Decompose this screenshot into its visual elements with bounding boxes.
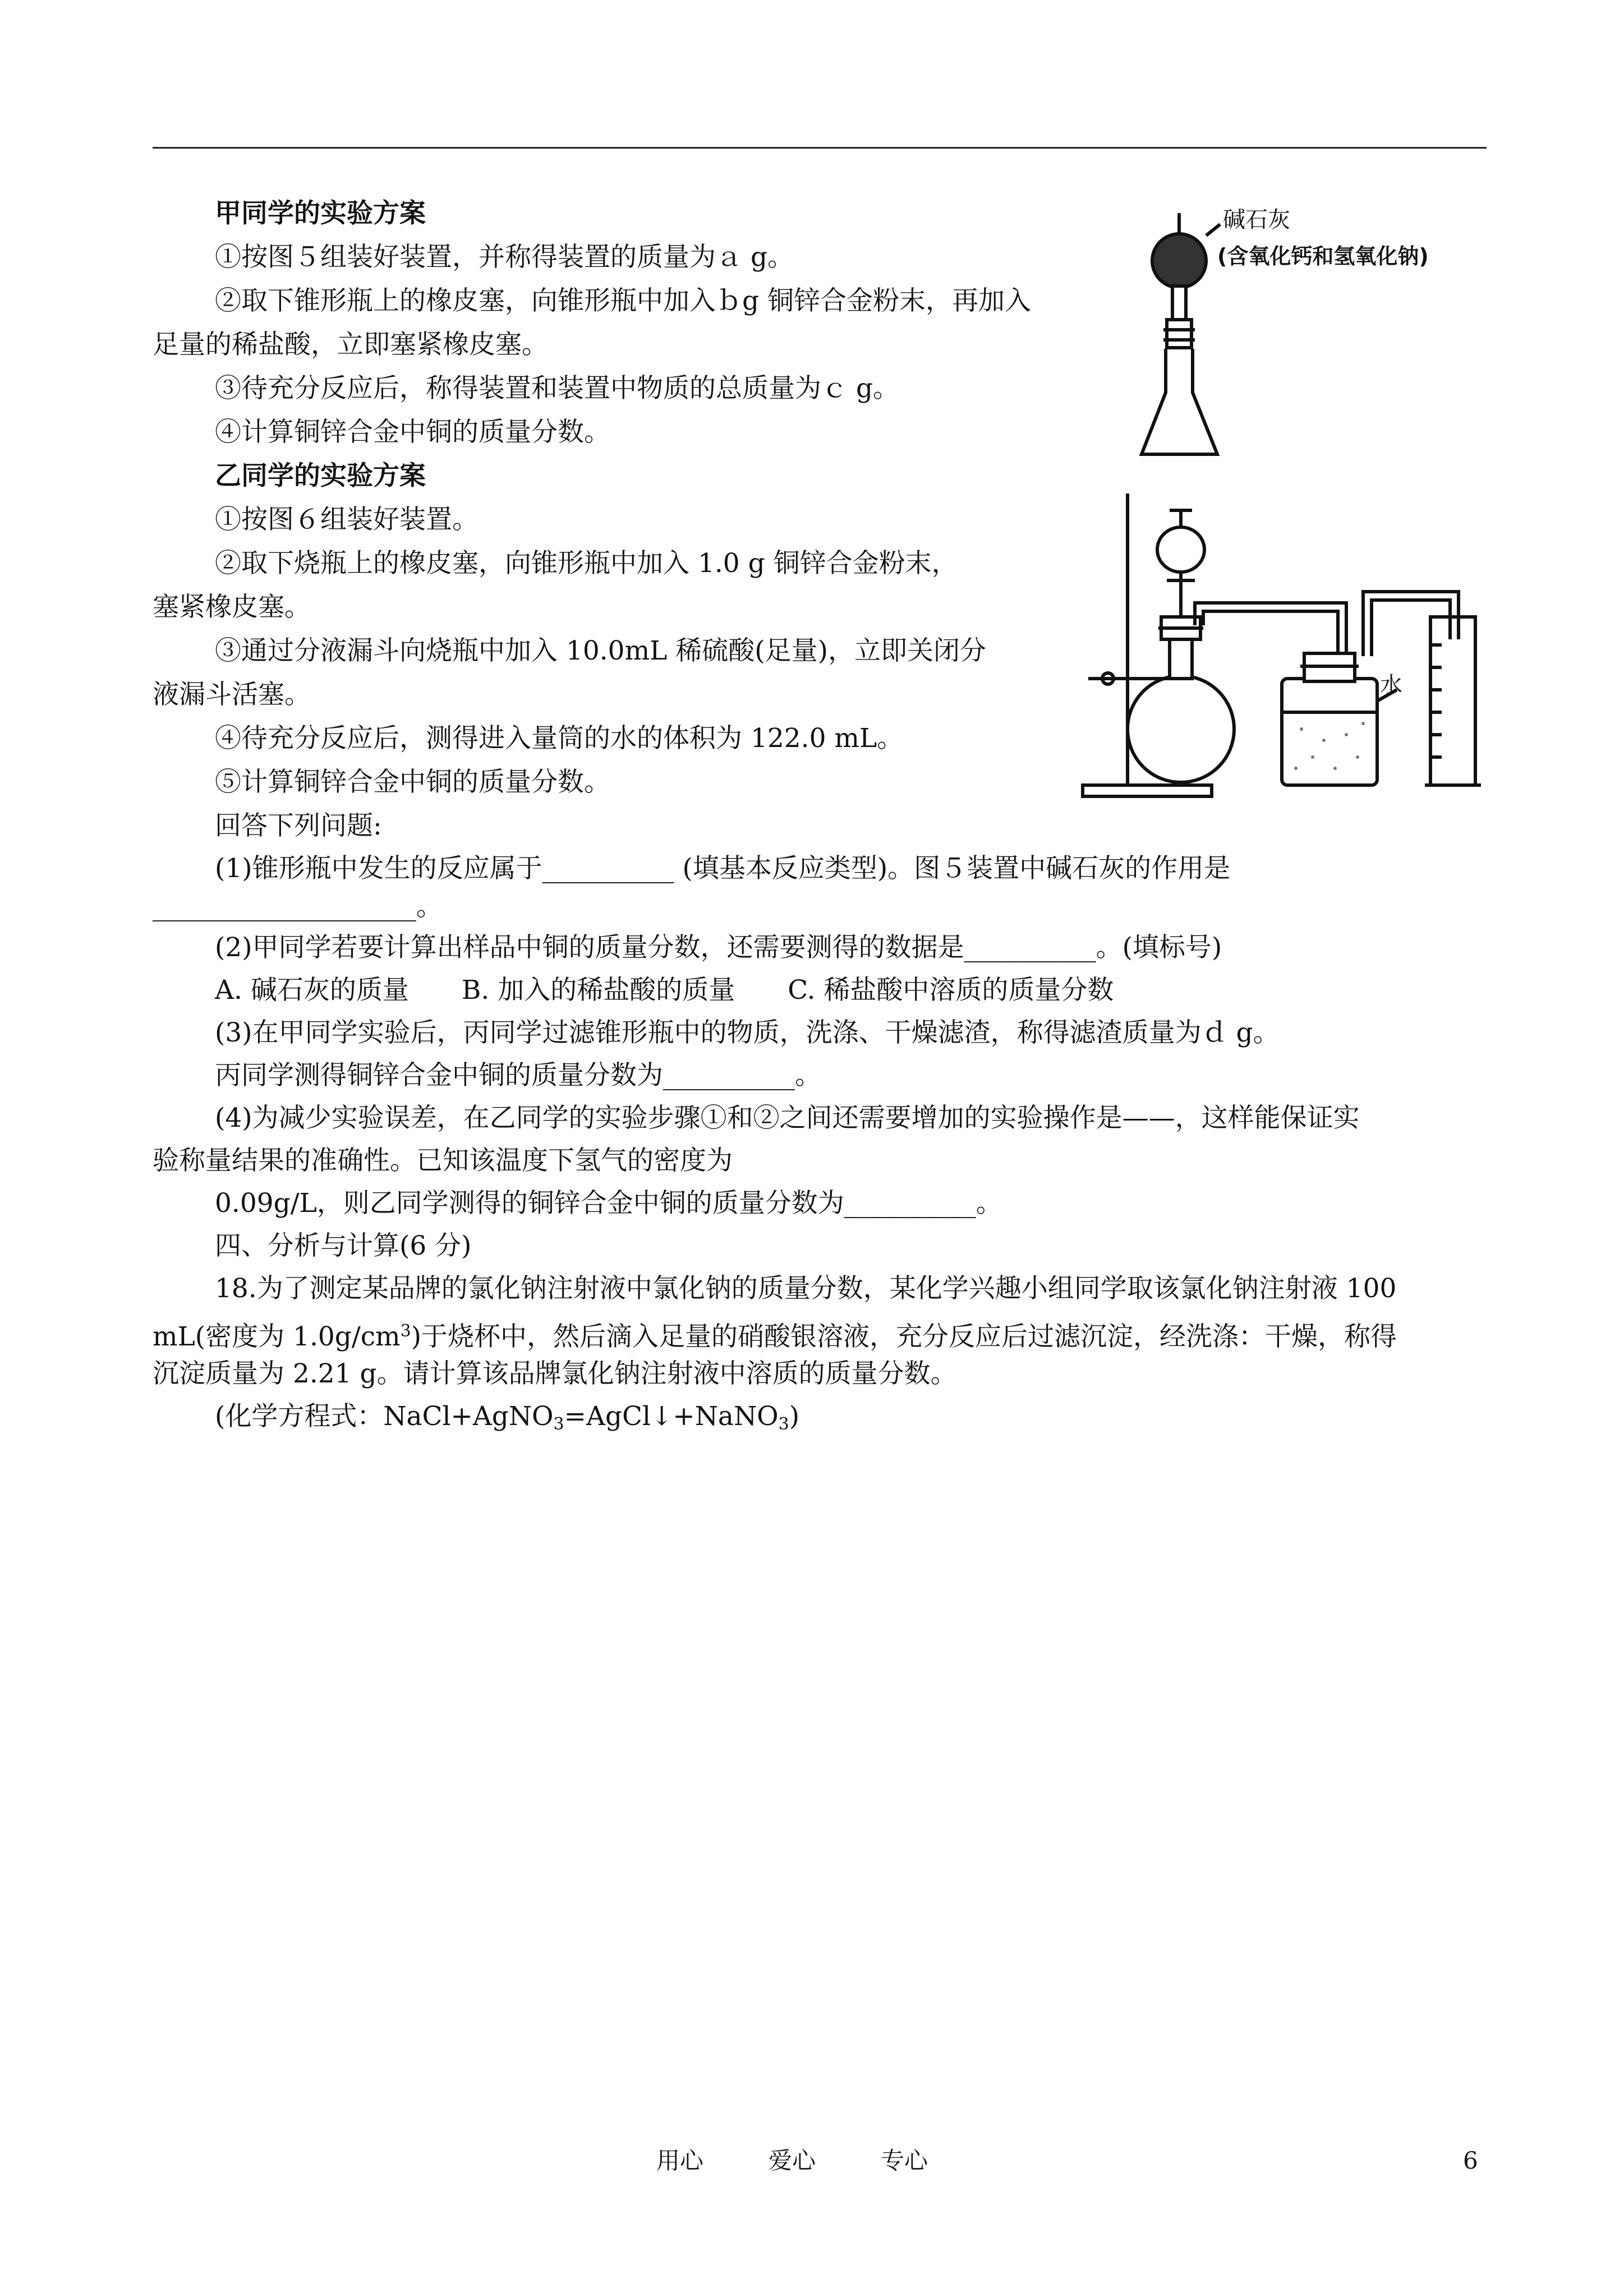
q3-line-2: 丙同学测得铜锌合金中铜的质量分数为__________。 [215, 1060, 821, 1091]
jia-step-2: ②取下锥形瓶上的橡皮塞，向锥形瓶中加入ｂg 铜锌合金粉末，再加入 [215, 285, 1032, 316]
p18-line-3: 沉淀质量为 2.21 g。请计算该品牌氯化钠注射液中溶质的质量分数。 [153, 1358, 957, 1389]
figure-5-apparatus [1128, 202, 1498, 465]
footer-motto-2: 爱心 [769, 2147, 816, 2174]
jia-step-4: ④计算铜锌合金中铜的质量分数。 [215, 417, 610, 448]
chemical-equation: (化学方程式：NaCl+AgNO$_3$=AgCl↓+NaNO$_3$) [215, 1401, 800, 1434]
footer-motto-1: 用心 [656, 2147, 704, 2174]
figure-5-label-2: (含氧化钙和氢氧化钠) [1217, 244, 1429, 269]
q4-line-1: (4)为减少实验误差，在乙同学的实验步骤①和②之间还需要增加的实验操作是——，这样能保证实 [215, 1103, 1360, 1133]
q1-line-2: ____________________。 [153, 891, 443, 922]
page-number: 6 [1463, 2147, 1478, 2174]
section-jia-title: 甲同学的实验方案 [215, 198, 426, 229]
q3-line-1: (3)在甲同学实验后，丙同学过滤锥形瓶中的物质，洗涤、干燥滤渣，称得滤渣质量为ｄ g。 [215, 1017, 1280, 1048]
header-rule [153, 147, 1487, 149]
q2-options: A. 碱石灰的质量 B. 加入的稀盐酸的质量 C. 稀盐酸中溶质的质量分数 [215, 975, 1114, 1006]
yi-step-5: ⑤计算铜锌合金中铜的质量分数。 [215, 767, 610, 797]
part4-heading: 四、分析与计算(6 分) [215, 1230, 472, 1261]
yi-step-2-cont: 塞紧橡皮塞。 [153, 592, 311, 623]
p18-line-2: mL(密度为 $1.0g/cm^3$)于烧杯中，然后滴入足量的硝酸银溶液，充分反应后过滤沉淀，经洗涤：干燥，称得 [153, 1321, 1397, 1352]
q2: (2)甲同学若要计算出样品中铜的质量分数，还需要测得的数据是__________。(填标号) [215, 932, 1222, 963]
footer-motto-3: 专心 [881, 2147, 928, 2174]
yi-step-2: ②取下烧瓶上的橡皮塞，向锥形瓶中加入 1.0 g 铜锌合金粉末， [215, 548, 958, 579]
figure-6-apparatus [1066, 488, 1492, 802]
yi-step-3-cont: 液漏斗活塞。 [153, 679, 311, 710]
figure-6-water-label: 水 [1380, 672, 1402, 698]
yi-step-4: ④待充分反应后，测得进入量筒的水的体积为 122.0 mL。 [215, 723, 904, 754]
questions-intro: 回答下列问题: [215, 810, 382, 841]
q4-line-2: 验称量结果的准确性。已知该温度下氢气的密度为 [153, 1145, 733, 1176]
section-yi-title: 乙同学的实验方案 [215, 460, 426, 491]
yi-step-3: ③通过分液漏斗向烧瓶中加入 10.0mL 稀硫酸(足量)，立即关闭分 [215, 635, 986, 666]
yi-step-1: ①按图６组装好装置。 [215, 504, 479, 535]
jia-step-3: ③待充分反应后，称得装置和装置中物质的总质量为ｃ g。 [215, 373, 900, 404]
jia-step-2-cont: 足量的稀盐酸，立即塞紧橡皮塞。 [153, 329, 548, 360]
p18-line-1: 18.为了测定某品牌的氯化钠注射液中氯化钠的质量分数，某化学兴趣小组同学取该氯化钠注射液 100 [215, 1273, 1397, 1304]
jia-step-1: ①按图５组装好装置，并称得装置的质量为ａ g。 [215, 242, 794, 273]
figure-5-label-1: 碱石灰 [1223, 207, 1290, 233]
q4-line-3: 0.09g/L，则乙同学测得的铜锌合金中铜的质量分数为__________。 [215, 1188, 1002, 1219]
q1-line-1: (1)锥形瓶中发生的反应属于__________ (填基本反应类型)。图５装置中碱石灰的作用是 [215, 853, 1231, 884]
